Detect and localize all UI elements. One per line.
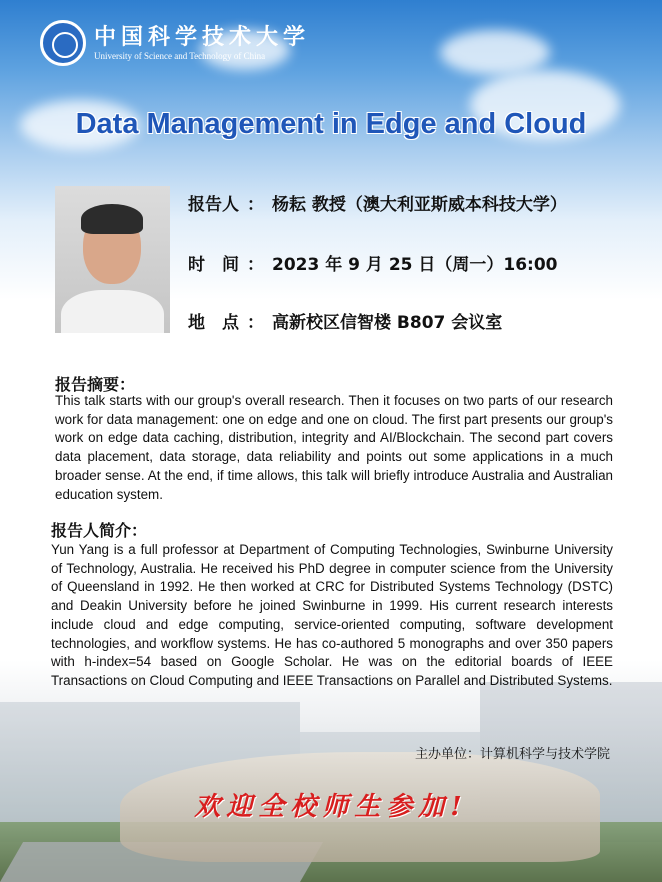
location-label: 地 点: [188, 313, 239, 333]
time-row: [188, 250, 558, 275]
university-seal-icon: [40, 20, 86, 66]
bio-text: Yun Yang is a full professor at Department of Computing Technologies, Swinburne University of Technology, Australia. He received his PhD degree in computer science from the University of Queensland in 1992. He then worked at CRC for Distributed Systems Technology (DSTC) and Deakin University before he joined Swinburne in 1999. His current research interests include cloud and edge computing, service-oriented computing, software development technologies, and workflow systems. He has co-authored 5 monographs and over 350 papers with h-index=54 based on Google Scholar. He was on the editorial boards of IEEE Transactions on Cloud Computing and IEEE Transactions on Parallel and Distributed Systems.: [51, 542, 613, 688]
location-row: [188, 308, 502, 333]
abstract-heading: 报告摘要：: [55, 375, 136, 394]
time-value: 2023 年 9 月 25 日（周一）16:00: [272, 255, 558, 275]
speaker-photo: [55, 186, 170, 333]
host-organizer: 主办单位：计算机科学与技术学院: [414, 747, 610, 762]
speaker-value: 杨耘 教授（澳大利亚斯威本科技大学）: [272, 195, 567, 215]
university-name-cn: 中国科学技术大学: [94, 24, 311, 50]
separator: ：: [247, 195, 264, 215]
speaker-label: 报告人: [188, 195, 239, 215]
university-name-en: University of Science and Technology of China: [94, 51, 266, 61]
speaker-row: [188, 190, 567, 215]
cloud-decoration: [440, 30, 550, 75]
bio-heading: 报告人简介：: [51, 521, 148, 540]
time-label: 时 间: [188, 255, 239, 275]
welcome-message: 欢迎全校师生参加!: [194, 792, 468, 822]
university-header: [40, 20, 310, 66]
abstract-text: This talk starts with our group's overall research. Then it focuses on two parts of our research work for data management: one on edge and one on cloud. The first part presents our group's work on edge data caching, distribution, integrity and AI/Blockchain. The second part covers data placement, data storage, data reliability and points out some applications in a much broader sense. At the end, if time allows, this talk will briefly introduce Australia and Australian education system.: [55, 393, 613, 502]
university-name: [94, 24, 310, 62]
location-value: 高新校区信智楼 B807 会议室: [272, 313, 503, 333]
separator: ：: [247, 313, 264, 333]
separator: ：: [247, 255, 264, 275]
talk-title: Data Management in Edge and Cloud: [75, 108, 587, 140]
